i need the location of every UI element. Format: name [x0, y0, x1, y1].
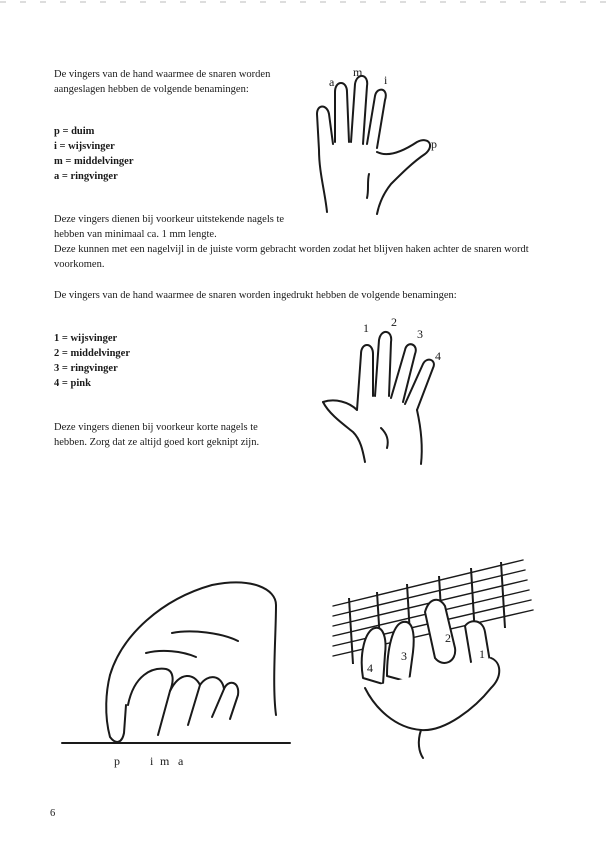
- list-item: 3 = ringvinger: [54, 363, 118, 374]
- list-item: 1 = wijsvinger: [54, 333, 118, 344]
- left-hand-illustration: [315, 310, 465, 470]
- list-item: i = wijsvinger: [54, 141, 115, 152]
- list-item: 4 = pink: [54, 378, 91, 389]
- list-item: 2 = middelvinger: [54, 348, 130, 359]
- list-item: a = ringvinger: [54, 171, 118, 182]
- intro-plucking: De vingers van de hand waarmee de snaren worden aangeslagen hebben de volgende benamingen:: [54, 69, 271, 95]
- right-hand-playing-illustration: [62, 575, 302, 775]
- intro-fretting: De vingers van de hand waarmee de snaren worden ingedrukt hebben de volgende benamingen:: [54, 290, 457, 301]
- label-4: 4: [435, 349, 441, 363]
- list-item: p = duim: [54, 126, 95, 137]
- fret-label-3: 3: [401, 649, 407, 663]
- label-1: 1: [363, 321, 369, 335]
- label-i: i: [384, 73, 388, 87]
- list-item: m = middelvinger: [54, 156, 134, 167]
- scan-edge: [0, 0, 610, 6]
- page-number: 6: [50, 808, 56, 819]
- guitar-label-m: m: [160, 754, 170, 768]
- label-m: m: [353, 65, 363, 79]
- left-hand-fretboard-illustration: [325, 558, 535, 758]
- fret-label-2: 2: [445, 631, 451, 645]
- plucking-finger-list: [54, 124, 133, 184]
- guitar-label-i: i: [150, 754, 154, 768]
- guitar-label-p: p: [114, 754, 120, 768]
- nails-long-text-1: Deze vingers dienen bij voorkeur uitstekende nagels te hebben van minimaal ca. 1 mm lengte.: [54, 214, 285, 240]
- label-a: a: [329, 75, 335, 89]
- fret-label-4: 4: [367, 661, 373, 675]
- right-hand-illustration: [305, 62, 445, 222]
- label-3: 3: [417, 327, 423, 341]
- label-p: p: [431, 137, 437, 151]
- nails-short-text: Deze vingers dienen bij voorkeur korte nagels te hebben. Zorg dat ze altijd goed kort geknipt zijn.: [54, 422, 260, 448]
- nails-long-text-2: Deze kunnen met een nagelvijl in de juiste vorm gebracht worden zodat het blijven haken achter de snaren wordt voorkomen.: [54, 244, 529, 270]
- label-2: 2: [391, 315, 397, 329]
- fret-label-1: 1: [479, 647, 485, 661]
- guitar-label-a: a: [178, 754, 184, 768]
- fretting-finger-list: [54, 331, 130, 391]
